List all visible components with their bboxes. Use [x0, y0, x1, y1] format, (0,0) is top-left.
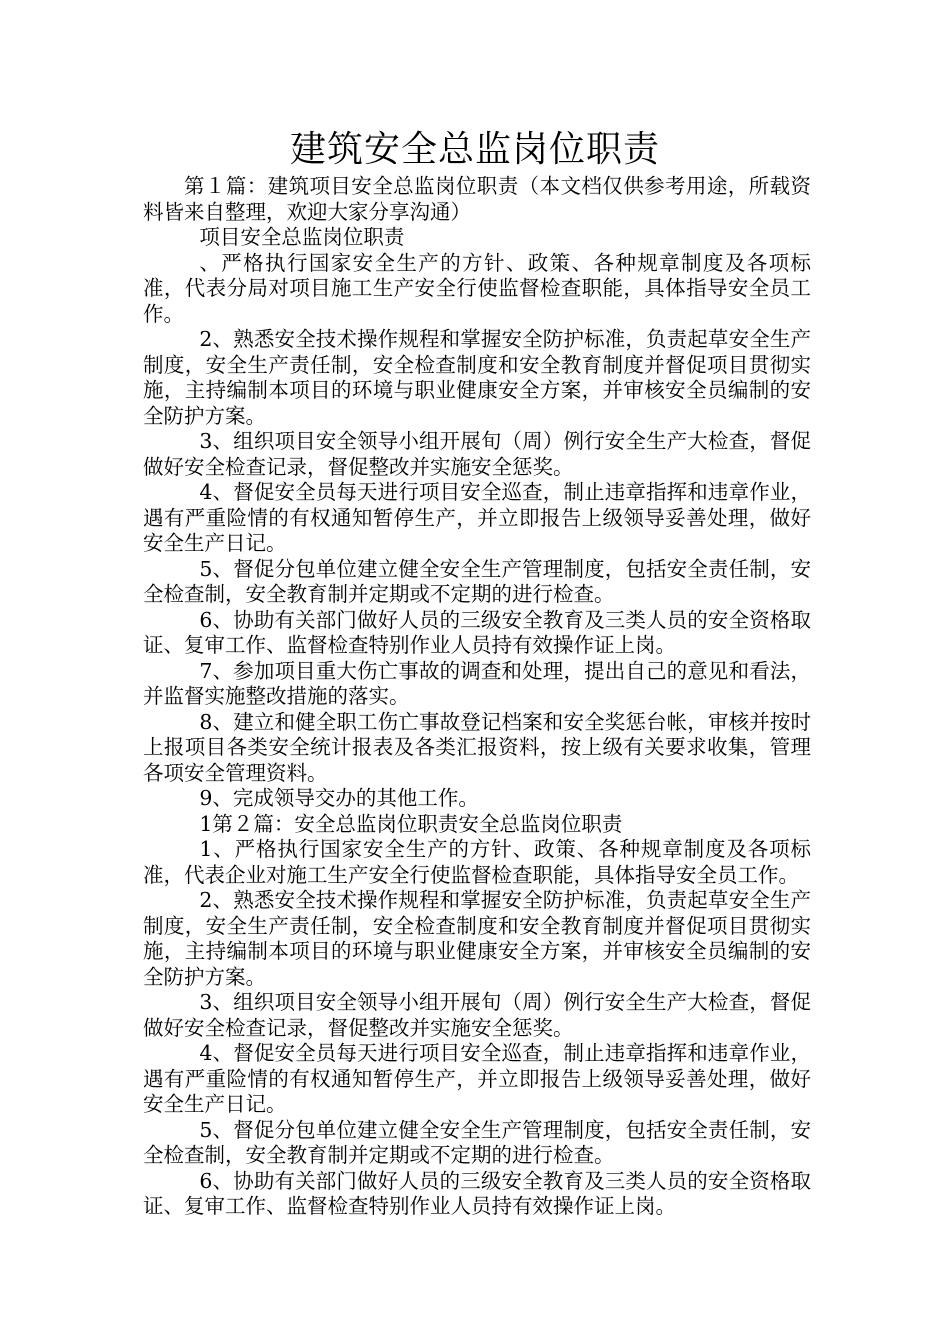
paragraph-item: 9、完成领导交办的其他工作。: [199, 786, 479, 810]
paragraph-item: 6、协助有关部门做好人员的三级安全教育及三类人员的安全资格取证、复审工作、监督检查特别作业人员持有效操作证上岗。: [143, 1168, 811, 1218]
paragraph-item: 3、组织项目安全领导小组开展旬（周）例行安全生产大检查，督促做好安全检查记录，督促整改并实施安全惩奖。: [143, 990, 811, 1040]
paragraph-item: 4、督促安全员每天进行项目安全巡查，制止违章指挥和违章作业，遇有严重险情的有权通知暂停生产，并立即报告上级领导妥善处理，做好安全生产日记。: [143, 1041, 811, 1116]
paragraph-item: 5、督促分包单位建立健全安全生产管理制度，包括安全责任制，安全检查制，安全教育制并定期或不定期的进行检查。: [143, 556, 811, 606]
paragraph-item: 7、参加项目重大伤亡事故的调查和处理，提出自己的意见和看法，并监督实施整改措施的落实。: [143, 658, 811, 708]
paragraph-item: 3、组织项目安全领导小组开展旬（周）例行安全生产大检查，督促做好安全检查记录，督促整改并实施安全惩奖。: [143, 429, 811, 479]
paragraph-part2-heading: 1第２篇：安全总监岗位职责安全总监岗位职责: [199, 811, 623, 836]
paragraph-item: 5、督促分包单位建立健全安全生产管理制度，包括安全责任制，安全检查制，安全教育制并定期或不定期的进行检查。: [143, 1117, 811, 1167]
paragraph-item: 6、协助有关部门做好人员的三级安全教育及三类人员的安全资格取证、复审工作、监督检查特别作业人员持有效操作证上岗。: [143, 607, 811, 657]
paragraph-item: 2、熟悉安全技术操作规程和掌握安全防护标准，负责起草安全生产制度，安全生产责任制，安全检查制度和安全教育制度并督促项目贯彻实施，主持编制本项目的环境与职业健康安全方案，并审核安全员编制的安全防护方案。: [143, 888, 811, 989]
paragraph-item: 1、严格执行国家安全生产的方针、政策、各种规章制度及各项标准，代表企业对施工生产安全行使监督检查职能，具体指导安全员工作。: [143, 837, 811, 887]
paragraph-item: 2、熟悉安全技术操作规程和掌握安全防护标准，负责起草安全生产制度，安全生产责任制，安全检查制度和安全教育制度并督促项目贯彻实施，主持编制本项目的环境与职业健康安全方案，并审核安全员编制的安全防护方案。: [143, 327, 811, 428]
document-title: 建筑安全总监岗位职责: [289, 129, 660, 170]
paragraph-subtitle: 项目安全总监岗位职责: [199, 225, 405, 249]
paragraph-item: 4、督促安全员每天进行项目安全巡查，制止违章指挥和违章作业，遇有严重险情的有权通知暂停生产，并立即报告上级领导妥善处理，做好安全生产日记。: [143, 480, 811, 555]
document-body: [143, 174, 811, 1220]
paragraph-item: 8、建立和健全职工伤亡事故登记档案和安全奖惩台帐，审核并按时上报项目各类安全统计报表及各类汇报资料，按上级有关要求收集，管理各项安全管理资料。: [143, 709, 811, 785]
paragraph-part1-heading: 第１篇：建筑项目安全总监岗位职责（本文档仅供参考用途，所载资料皆来自整理，欢迎大家分享沟通）: [143, 174, 811, 224]
paragraph-item: 、严格执行国家安全生产的方针、政策、各种规章制度及各项标准，代表分局对项目施工生产安全行使监督检查职能，具体指导安全员工作。: [143, 250, 811, 326]
